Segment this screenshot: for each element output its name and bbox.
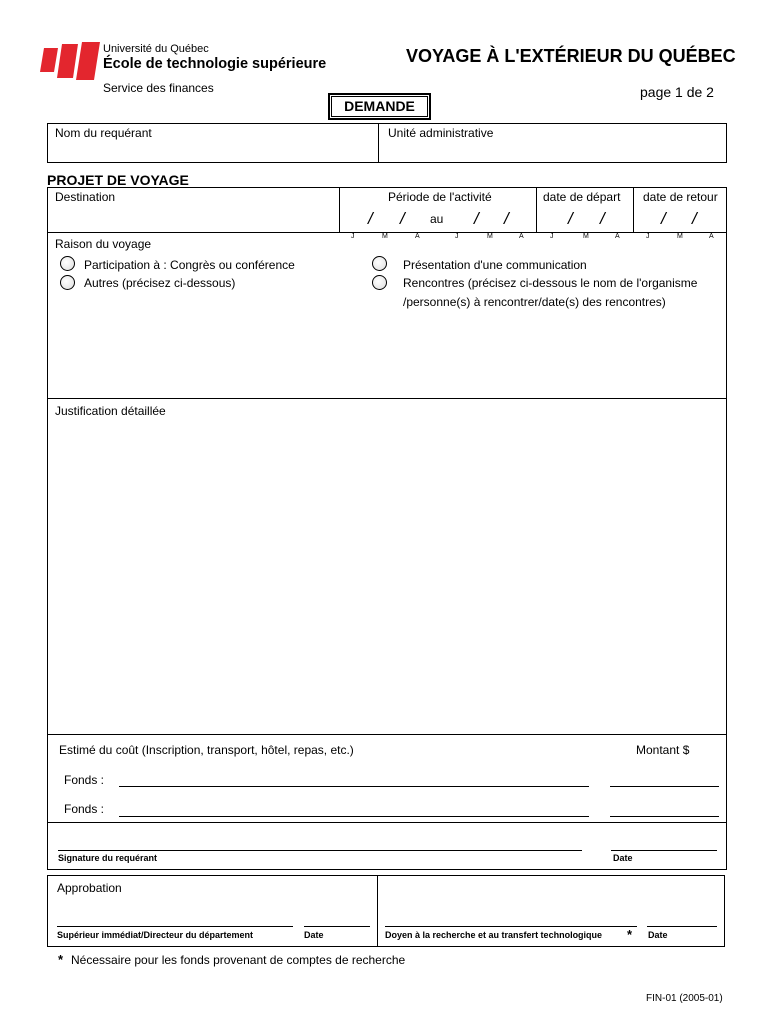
return-date-field[interactable] bbox=[636, 205, 725, 231]
date-slash: / bbox=[568, 209, 573, 228]
date-slash: / bbox=[474, 209, 479, 228]
reason-label: Raison du voyage bbox=[55, 237, 152, 251]
page-title: VOYAGE À L'EXTÉRIEUR DU QUÉBEC bbox=[406, 46, 736, 66]
fund-field[interactable] bbox=[119, 770, 589, 786]
school-name: École de technologie supérieure bbox=[103, 56, 327, 72]
date-slash: / bbox=[368, 209, 373, 228]
cost-estimate-label: Estimé du coût (Inscription, transport, hôtel, repas, etc.) bbox=[59, 743, 354, 757]
period-to-label: au bbox=[430, 212, 444, 226]
page-number: page 1 de 2 bbox=[640, 84, 714, 100]
month-letter: M bbox=[382, 233, 388, 240]
period-start-field[interactable] bbox=[342, 205, 430, 231]
year-letter: A bbox=[615, 233, 620, 240]
radio-meetings[interactable] bbox=[372, 275, 387, 290]
amount-line bbox=[610, 816, 719, 817]
signature-date-label: Date bbox=[613, 853, 633, 863]
dean-date-line bbox=[647, 926, 717, 927]
dean-signature-field[interactable] bbox=[385, 904, 637, 926]
option-conference-label: Participation à : Congrès ou conférence bbox=[84, 258, 295, 272]
supervisor-date-line bbox=[304, 926, 370, 927]
day-letter: J bbox=[351, 233, 355, 240]
amount-line bbox=[610, 786, 719, 787]
year-letter: A bbox=[519, 233, 524, 240]
destination-label: Destination bbox=[55, 190, 116, 204]
day-letter: J bbox=[455, 233, 459, 240]
admin-unit-label: Unité administrative bbox=[388, 126, 494, 140]
reason-details-field[interactable] bbox=[50, 315, 724, 397]
university-name: Université du Québec bbox=[103, 43, 209, 55]
date-slash: / bbox=[400, 209, 405, 228]
option-meetings-label-cont: /personne(s) à rencontrer/date(s) des rencontres) bbox=[403, 295, 666, 309]
option-presentation-label: Présentation d'une communication bbox=[403, 258, 587, 272]
justification-label: Justification détaillée bbox=[55, 404, 166, 418]
dean-line bbox=[385, 926, 637, 927]
signature-line bbox=[58, 850, 582, 851]
amount-field[interactable] bbox=[610, 800, 719, 816]
amount-label: Montant $ bbox=[636, 743, 690, 757]
dean-date-label: Date bbox=[648, 930, 668, 940]
admin-unit-field[interactable] bbox=[381, 142, 724, 161]
fund-label: Fonds : bbox=[64, 802, 105, 816]
fund-line bbox=[119, 816, 589, 817]
dean-label: Doyen à la recherche et au transfert technologique bbox=[385, 930, 603, 940]
justification-field[interactable] bbox=[50, 422, 724, 732]
departure-label: date de départ bbox=[543, 190, 621, 204]
period-end-field[interactable] bbox=[446, 205, 534, 231]
amount-field[interactable] bbox=[610, 770, 719, 786]
year-letter: A bbox=[415, 233, 420, 240]
year-letter: A bbox=[709, 233, 714, 240]
requester-name-label: Nom du requérant bbox=[55, 126, 152, 140]
section-title-project: PROJET DE VOYAGE bbox=[47, 172, 189, 188]
radio-presentation[interactable] bbox=[372, 256, 387, 271]
demande-label: DEMANDE bbox=[344, 98, 415, 114]
radio-conference[interactable] bbox=[60, 256, 75, 271]
day-letter: J bbox=[550, 233, 554, 240]
fund-line bbox=[119, 786, 589, 787]
fund-field[interactable] bbox=[119, 800, 589, 816]
dean-date-field[interactable] bbox=[647, 904, 717, 926]
date-slash: / bbox=[692, 209, 697, 228]
footnote-text: Nécessaire pour les fonds provenant de comptes de recherche bbox=[71, 953, 406, 967]
service-name: Service des finances bbox=[103, 81, 214, 95]
departure-date-field[interactable] bbox=[539, 205, 631, 231]
supervisor-signature-field[interactable] bbox=[57, 904, 293, 926]
demande-badge bbox=[328, 93, 431, 120]
radio-other[interactable] bbox=[60, 275, 75, 290]
month-letter: M bbox=[677, 233, 683, 240]
signature-date-line bbox=[611, 850, 717, 851]
signature-label: Signature du requérant bbox=[58, 853, 158, 863]
supervisor-date-label: Date bbox=[304, 930, 324, 940]
date-slash: / bbox=[661, 209, 666, 228]
option-meetings-label: Rencontres (précisez ci-dessous le nom de l'organisme bbox=[403, 276, 698, 290]
supervisor-date-field[interactable] bbox=[304, 904, 370, 926]
footnote-asterisk: * bbox=[58, 952, 64, 967]
dean-asterisk: * bbox=[627, 927, 633, 942]
supervisor-line bbox=[57, 926, 293, 927]
day-letter: J bbox=[646, 233, 650, 240]
fund-label: Fonds : bbox=[64, 773, 105, 787]
signature-field[interactable] bbox=[58, 828, 582, 850]
supervisor-label: Supérieur immédiat/Directeur du département bbox=[57, 930, 254, 940]
return-label: date de retour bbox=[643, 190, 718, 204]
form-code: FIN-01 (2005-01) bbox=[646, 993, 723, 1004]
date-slash: / bbox=[504, 209, 509, 228]
requester-name-field[interactable] bbox=[50, 142, 375, 161]
date-slash: / bbox=[600, 209, 605, 228]
month-letter: M bbox=[583, 233, 589, 240]
month-letter: M bbox=[487, 233, 493, 240]
period-label: Période de l'activité bbox=[388, 190, 492, 204]
option-other-label: Autres (précisez ci-dessous) bbox=[84, 276, 236, 290]
ets-logo bbox=[40, 40, 100, 82]
signature-date-field[interactable] bbox=[611, 828, 717, 850]
destination-field[interactable] bbox=[50, 205, 336, 231]
approval-title: Approbation bbox=[57, 881, 122, 895]
